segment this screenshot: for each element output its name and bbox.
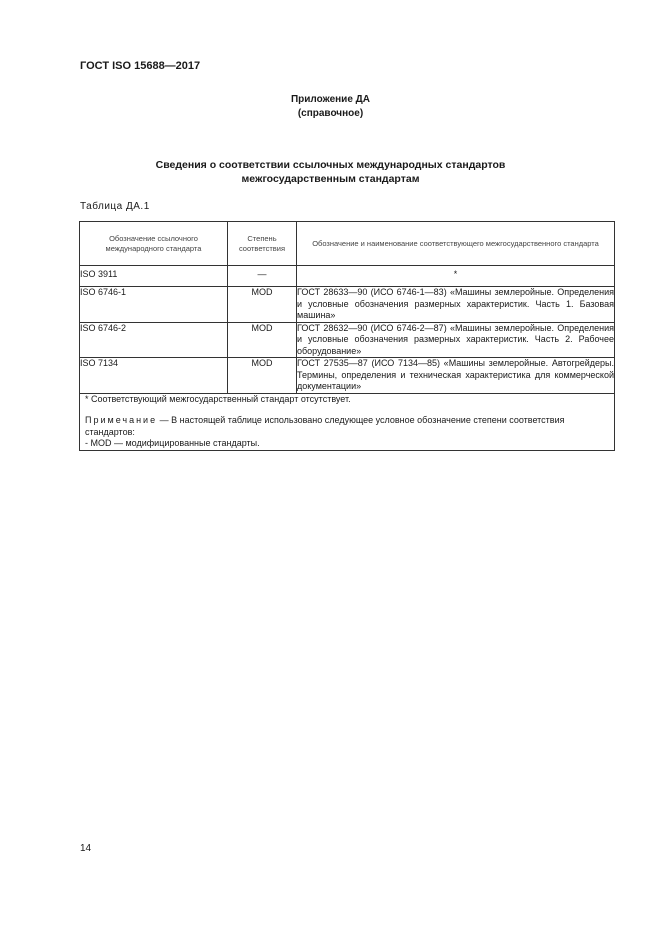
table-header-row [80,222,615,266]
cell-code: ISO 3911 [80,266,228,287]
section-heading-line-2: межгосударственным стандартам [241,173,420,185]
table-row [80,358,615,394]
correspondence-table [79,221,615,451]
table-caption: Таблица ДА.1 [80,201,150,212]
table-notes [80,393,615,450]
note [80,415,614,438]
section-heading-line-1: Сведения о соответствии ссылочных международных стандартов [155,159,506,171]
cell-degree: MOD [228,358,297,394]
cell-standard: * [297,266,615,287]
column-header-interstate-standard: Обозначение и наименование соответствующего межгосударственного стандарта [297,222,615,266]
cell-code: ISO 6746-1 [80,287,228,323]
page-number: 14 [80,843,92,854]
cell-standard: ГОСТ 28632—90 (ИСО 6746-2—87) «Машины землеройные. Определения и условные обозначения размерных характеристик. Часть 2. Рабочее оборудование» [297,322,614,356]
note-label: Примечание [85,415,158,425]
appendix-subtitle: (справочное) [297,108,364,119]
cell-standard: ГОСТ 27535—87 (ИСО 7134—85) «Машины землеройные. Автогрейдеры. Термины, определения и техническая характеристика для коммерческой документации» [297,358,614,391]
appendix-title-block [0,93,661,121]
table-row [80,322,615,358]
column-header-international-code: Обозначение ссылочного международного стандарта [80,222,228,266]
section-heading [0,158,661,186]
cell-degree: MOD [228,287,297,323]
footnote: * Соответствующий межгосударственный стандарт отсутствует. [85,393,351,404]
cell-degree: MOD [228,322,297,358]
cell-code: ISO 7134 [80,358,228,394]
cell-degree: — [228,266,297,287]
table-row [80,287,615,323]
table-row [80,266,615,287]
cell-code: ISO 6746-2 [80,322,228,358]
table-notes-row [80,393,615,450]
note-item: - MOD — модифицированные стандарты. [85,438,260,448]
note-text: — В настоящей таблице использовано следующее условное обозначение степени соответствия стандартов: [85,415,565,437]
cell-standard: ГОСТ 28633—90 (ИСО 6746-1—83) «Машины землеройные. Определения и условные обозначения размерных характеристик. Часть 1. Базовая машина» [297,287,614,320]
column-header-degree: Степень соответствия [228,222,297,266]
document-code: ГОСТ ISO 15688—2017 [80,60,201,72]
appendix-title: Приложение ДА [290,94,371,105]
